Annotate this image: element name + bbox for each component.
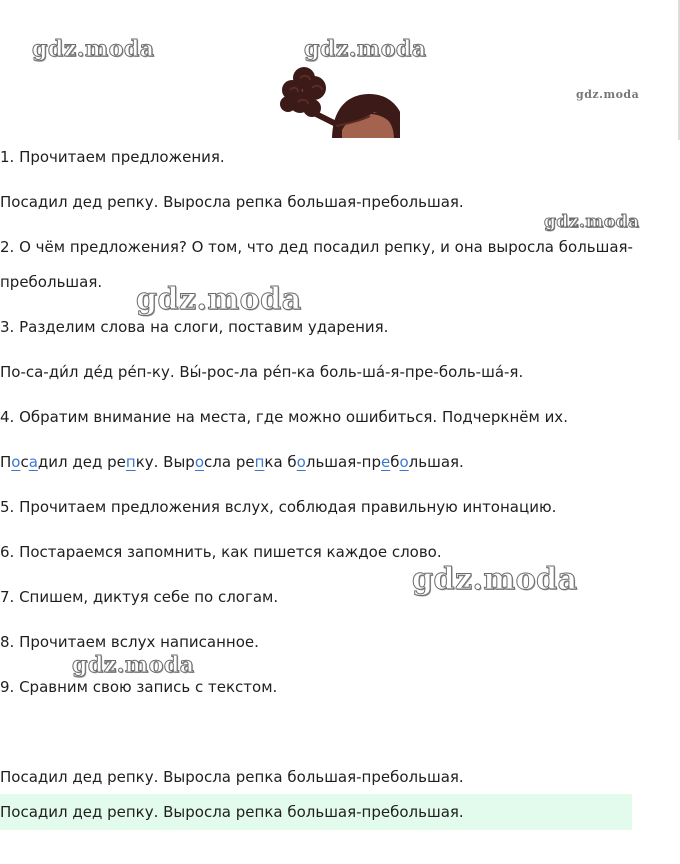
text-segment: льшая-пр	[305, 453, 381, 471]
underlined-letter: п	[125, 453, 136, 471]
watermark-top-center: gdz.moda	[304, 36, 427, 62]
step-4: 4. Обратим внимание на места, где можно ошибиться. Подчеркнём их.	[0, 408, 568, 426]
step-2: 2. О чём предложения? О том, что дед посадил репку, и она выросла большая-	[0, 238, 633, 256]
underlined-letter: е	[380, 453, 391, 471]
underlined-letter: п	[254, 453, 265, 471]
text-segment: дил дед ре	[37, 453, 126, 471]
step-6: 6. Постараемся запомнить, как пишется каждое слово.	[0, 543, 442, 561]
watermark-top-right: gdz.moda	[576, 88, 640, 101]
underlined-letter: о	[11, 453, 21, 471]
step-3: 3. Разделим слова на слоги, поставим ударения.	[0, 318, 389, 336]
text-segment: с	[20, 453, 29, 471]
answer-line: Посадил дед репку. Выросла репка большая-пребольшая.	[0, 803, 464, 821]
underlined-letter: о	[399, 453, 409, 471]
text-segment: ка б	[264, 453, 297, 471]
watermark-top-left: gdz.moda	[32, 36, 155, 62]
text-segment: льшая.	[408, 453, 464, 471]
text-segment: П	[0, 453, 12, 471]
mascot-character-icon	[270, 58, 400, 138]
underlined-letter: о	[296, 453, 306, 471]
watermark-right-large: gdz.moda	[412, 562, 578, 597]
watermark-right-2: gdz.moda	[544, 212, 640, 232]
underlined-letter: а	[28, 453, 38, 471]
step-1: 1. Прочитаем предложения.	[0, 148, 225, 166]
syllables-line: По-са-ди́л де́д ре́п-ку. Вы́-рос-ла ре́п-ка боль-ша́-я-пре-боль-ша́-я.	[0, 363, 524, 381]
watermark-bottom-left: gdz.moda	[72, 652, 195, 678]
step-7: 7. Спишем, диктуя себе по слогам.	[0, 588, 279, 606]
sentence-original: Посадил дед репку. Выросла репка большая-пребольшая.	[0, 193, 464, 211]
step-8: 8. Прочитаем вслух написанное.	[0, 633, 259, 651]
text-segment: сла ре	[204, 453, 255, 471]
marked-sentence	[0, 451, 464, 473]
text-segment: ку. Выр	[135, 453, 195, 471]
step-5: 5. Прочитаем предложения вслух, соблюдая правильную интонацию.	[0, 498, 557, 516]
watermark-middle-large: gdz.moda	[136, 282, 302, 317]
step-2-continued: пребольшая.	[0, 273, 103, 291]
text-segment: б	[390, 453, 400, 471]
step-9: 9. Сравним свою запись с текстом.	[0, 678, 278, 696]
result-line: Посадил дед репку. Выросла репка большая-пребольшая.	[0, 768, 464, 786]
underlined-letter: о	[194, 453, 205, 471]
